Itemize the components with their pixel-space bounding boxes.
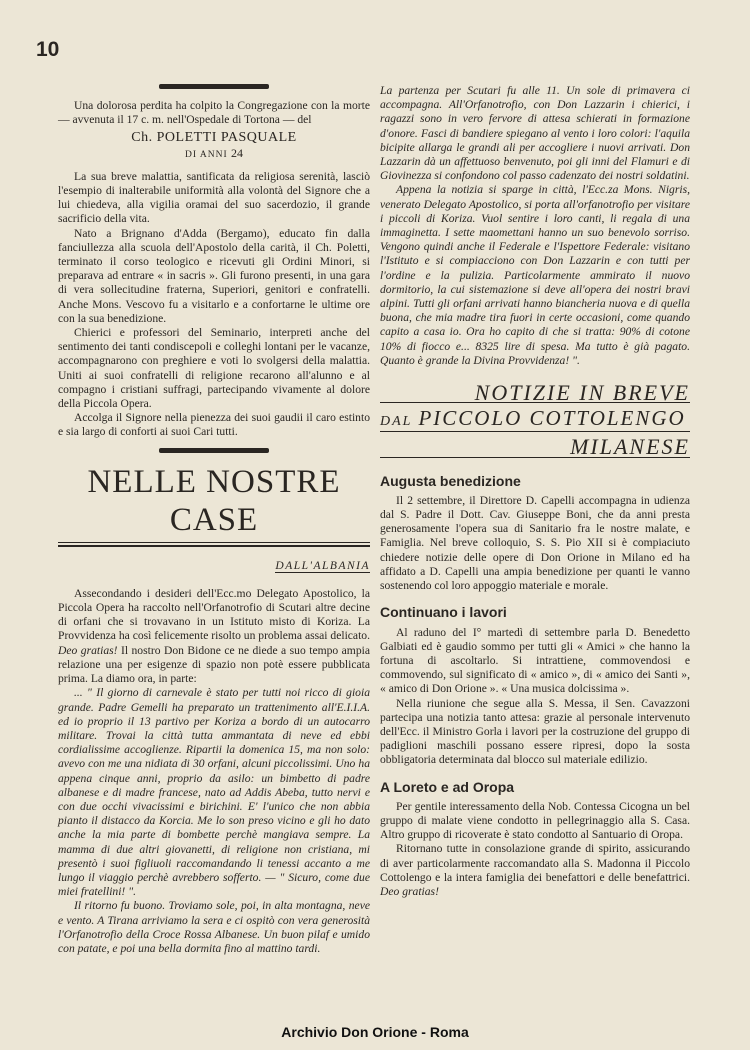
article-quote: Il ritorno fu buono. Troviamo sole, poi, in alta montagna, neve e vento. A Tirana arriviamo la sera e ci ospitò con vera generosità l'Orfanotrofio della Croce Rossa Albanese. Un buon pilaf e umido con patate, e poi una bella dormita fino al mattino tardi.: [58, 899, 370, 955]
article-continuation: La partenza per Scutari fu alle 11. Un sole di primavera ci accompagna. All'Orfanotrofio, con Don Lazzarin i chierici, i ragazzi sono in vero fervore di attesa schierati in formazione d'onore. Fasci di bandiere spiegano al vento i loro colori: l'aquila bicipite allarga le grandi ali per accogliere i nuovi arrivati. Don Lazzarin dà un affettuoso benvenuto, poi gli inni del Flamuri e di Giovinezza si confondono col passo cadenzato dei nostri soldatini.: [380, 84, 690, 183]
heading-loreto-oropa: A Loreto e ad Oropa: [380, 778, 515, 795]
notizie-subtitle: DAL PICCOLO COTTOLENGO: [380, 411, 690, 432]
decorative-bar: [159, 448, 269, 453]
article-paragraph: Assecondando i desideri dell'Ecc.mo Delegato Apostolico, la Piccola Opera ha raccolto nell'Orfanotrofio di Scutari altre decine di orfani che si trovavano in un Istituto misto di Koriza. La Provvidenza ha così felicemente risolto un problema assai delicato. Deo gratias! Il nostro Don Bidone ce ne diede a suo tempo ampia relazione una per esigenze di spazio non potè essere pubblicata prima. La diamo ora, in parte:: [58, 586, 370, 686]
obituary-paragraph: Accolga il Signore nella pienezza dei suoi gaudii il caro estinto e sia largo di conforti ai suoi Cari tutti.: [58, 411, 370, 439]
news-paragraph: Per gentile interessamento della Nob. Contessa Cicogna un bel gruppo di malate viene condotto in pellegrinaggio alla S. Casa. Altro gruppo di ricoverate è stato condotto al Santuario di Oropa.: [380, 799, 690, 842]
right-column: [380, 84, 690, 899]
obituary-paragraph: Chierici e professori del Seminario, interpreti anche del sentimento dei tanti condiscepoli e colleghi lontani per le vacanze, accompagnarono con preghiere e voti lo svolgersi della malattia. Uniti ai suoi confratelli di religione recarono all'alunno e al compagno i cristiani suffragi, partecipando vivamente al dolore della Piccola Opera.: [58, 326, 370, 411]
left-column: [58, 84, 370, 956]
page-number: 10: [36, 38, 60, 61]
decorative-bar: [159, 84, 269, 89]
heading-augusta-benedizione: Augusta benedizione: [380, 472, 521, 489]
news-paragraph: Il 2 settembre, il Direttore D. Capelli accompagna in udienza dal S. Padre il Dott. Cav. Giuseppe Boni, che da anni presta generosamente l'opera sua di Sanitario fra le nostre malate, e Famiglia. Nel breve colloquio, S. S. Pio XII si è compiaciuto chiedere notizie delle opere di Don Orione in Milano ed ha affidato a D. Capelli una ampia benedizione per quanti le vanno sostenendo col loro appoggio materiale e morale.: [380, 493, 690, 593]
news-paragraph: Nella riunione che segue alla S. Messa, il Sen. Cavazzoni partecipa una notizia tanto attesa: grazie al personale intervenuto dell'Ecc. il Ministro Gorla i lavori per la costruzione del gruppo di padiglioni maschili possano essere ripresi, dopo la sosta obbligatoria determinata dal blocco sul materiale edilizio.: [380, 696, 690, 767]
age-label: DI ANNI: [185, 149, 228, 160]
news-paragraph: Ritornano tutte in consolazione grande di spirito, assicurando di aver particolarmente raccomandato alla S. Madonna il Piccolo Cottolengo e la intera famiglia dei benefattori e delle benefattrici. Deo gratias!: [380, 842, 690, 898]
obituary-age: [58, 146, 370, 162]
age-value: 24: [231, 145, 243, 160]
obituary-intro: Una dolorosa perdita ha colpito la Congregazione con la morte — avvenuta il 17 c. m. nell'Ospedale di Tortona — del: [58, 99, 370, 127]
news-paragraph: Al raduno del I° martedì di settembre parla D. Benedetto Galbiati ed è gaudio sommo per tutti gli « Amici » che hanno la fortuna di ascoltarlo. Si intrattiene, commovendosi e commovendo, sul significato di « amico », di « amico dei Santi », « amico di Don Orione ». « Una musica dolcissima ».: [380, 625, 690, 696]
article-continuation: Appena la notizia si sparge in città, l'Ecc.za Mons. Nigris, venerato Delegato Apostolico, si porta all'orfanotrofio per visitare i piccoli di Koriza. Vuol sentire i loro canti, li regala di una immaginetta. I sette maomettani hanno un suo benevolo sorriso. Vengono quindi anche il Federale e l'Ispettore Federale: visitano l'Istituto e si compiacciono con Don Lazzarin e con tutti per l'ordine e la pulizia. Particolarmente ammirato il nuovo dormitorio, la cui sistemazione si deve all'opera dei nostri bravi alpini. Tutti gli orfani arrivati hanno biancheria nuova e di quella buona, che mia madre tira fuori in certe occasioni, come quando capito a casa io. Ora ho capito di che si tratta: 90% di cotone 10% di fiocco e... 8325 lire di spesa. Ma tutto è già pagato. Quanto è grande la Divina Provvidenza! ".: [380, 183, 690, 367]
obituary-name: Ch. POLETTI PASQUALE: [131, 130, 297, 146]
article-quote: ... " Il giorno di carnevale è stato per tutti noi ricco di gioia grande. Padre Gemelli ha preparato un trattenimento all'E.I.I.A. ed io proprio il 13 partivo per Koriza a bordo di un autocarro militare. Trovai la città tutta ammantata di neve ed ebbi cordialissime accoglienze. Ripartii la domenica 15, ma non solo: avevo con me una nidiata di 30 orfani, alcuni piccolissimi. Uno ha appena cinque anni, proprio da asilo: un bimbetto di padre albanese e di madre francese, nato ad Addis Abeba, tutto nervi e con due occhi vivacissimi e birichini. E' l'unico che non abbia pianto il distacco da Korcia. Me lo son preso vicino e gli ho dato anche la mia parte di bombette perchè mangiava sempre. La mamma di due altri giovanetti, di religione non cristiana, mi presentò i suoi figliuoli raccomandando li tenessi accanto a me lungo il viaggio perchè avrebbero sofferto. — " Sicuro, come due miei fratellini! ".: [58, 686, 370, 899]
obituary-paragraph: La sua breve malattia, santificata da religiosa serenità, lasciò l'esempio di inalterabile uniformità alla volontà del Signore che a lui chiedeva, alla vigilia oramai del suo sacerdozio, il grande sacrificio della vita.: [58, 169, 370, 226]
obituary-paragraph: Nato a Brignano d'Adda (Bergamo), educato fin dalla fanciullezza alla scuola dell'Apostolo della carità, il Ch. Poletti, terminato il corso teologico e ricevuti gli Ordini Minori, si preparava ad entrare « in sacris ». Gli furono presenti, in una gara di vera sollecitudine fraterna, Superiori, genitori e confratelli. Anche Mons. Vescovo fu a visitarlo e a confortarne le ultime ore con la sua benedizione.: [58, 226, 370, 325]
section-title-nelle-nostre-case: NELLE NOSTRE CASE: [58, 463, 370, 547]
notizie-title: NOTIZIE IN BREVE: [380, 386, 690, 403]
archive-footer: Archivio Don Orione - Roma: [281, 1024, 469, 1040]
section-subtitle-albania: DALL'ALBANIA: [275, 559, 370, 572]
notizie-subtitle-city: MILANESE: [380, 440, 690, 457]
heading-continuano-lavori: Continuano i lavori: [380, 604, 507, 621]
